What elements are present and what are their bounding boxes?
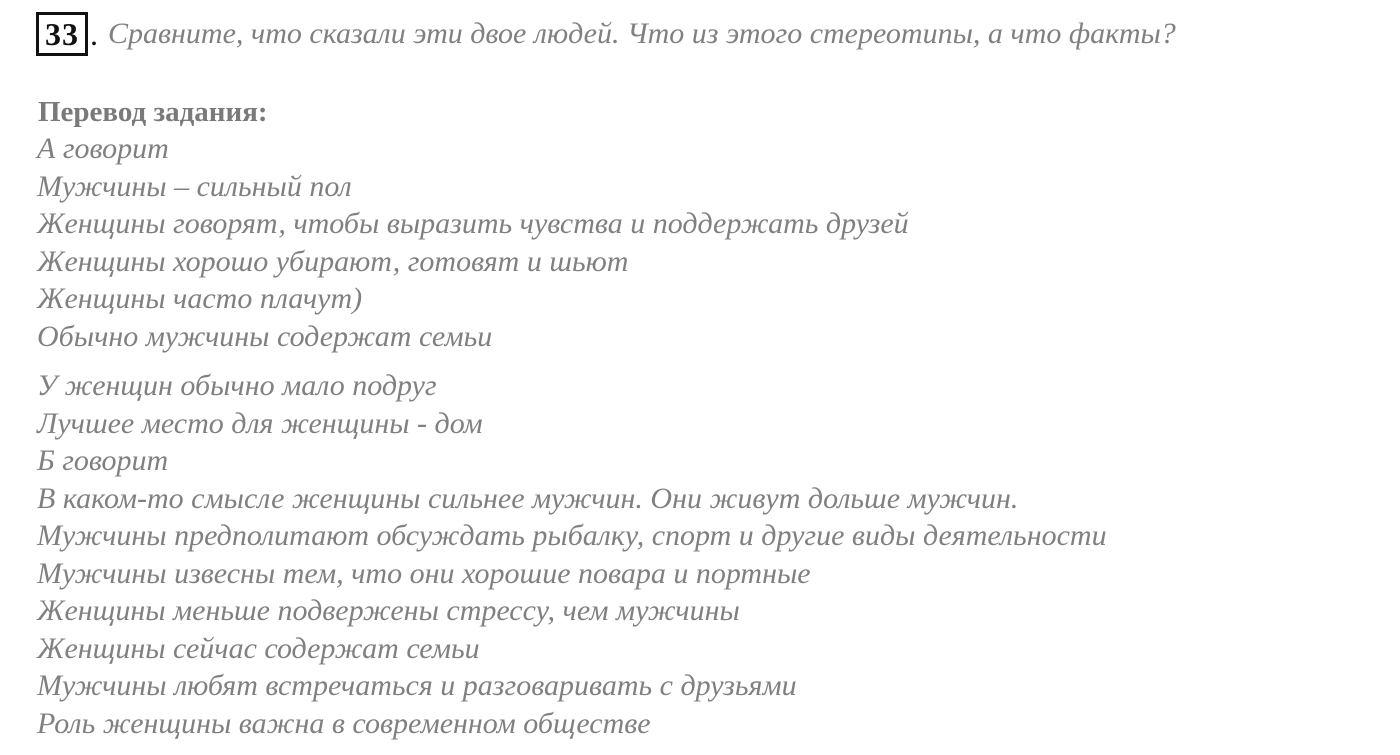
translation-line: Обычно мужчины содержат семьи [37, 319, 493, 353]
translation-line: У женщин обычно мало подруг [37, 369, 437, 402]
translation-line: Женщины меньше подвержены стрессу, чем мужчины [37, 594, 740, 627]
task-number-dot: . [90, 16, 98, 52]
translation-line: Роль женщины важна в современном обществе [37, 706, 651, 740]
translation-line: Мужчины извесны тем, что они хорошие повара и портные [37, 556, 811, 590]
translation-line: А говорит [37, 132, 169, 165]
translation-line: Лучшее место для женщины - дом [37, 406, 483, 440]
translation-title: Перевод задания: [38, 96, 268, 128]
task-header [36, 12, 1176, 56]
translation-line: Женщины сейчас содержат семьи [37, 631, 480, 665]
task-number-box: 33 [36, 12, 88, 56]
translation-line: Мужчины предполитают обсуждать рыбалку, спорт и другие виды деятельности [37, 519, 1107, 552]
translation-lines [37, 130, 1107, 742]
translation-line: Женщины говорят, чтобы выразить чувства и поддержать друзей [37, 207, 909, 240]
translation-line: В каком-то смысле женщины сильнее мужчин. Они живут дольше мужчин. [37, 481, 1019, 515]
translation-line: Мужчины – сильный пол [37, 169, 352, 203]
translation-line: Женщины хорошо убирают, готовят и шьют [37, 244, 629, 278]
task-prompt: Сравните, что сказали эти двое людей. Что из этого стереотипы, а что факты? [108, 17, 1176, 50]
translation-line: Мужчины любят встречаться и разговаривать с друзьями [37, 669, 797, 702]
translation-line: Женщины часто плачут) [37, 282, 363, 315]
translation-line: Б говорит [37, 444, 169, 477]
